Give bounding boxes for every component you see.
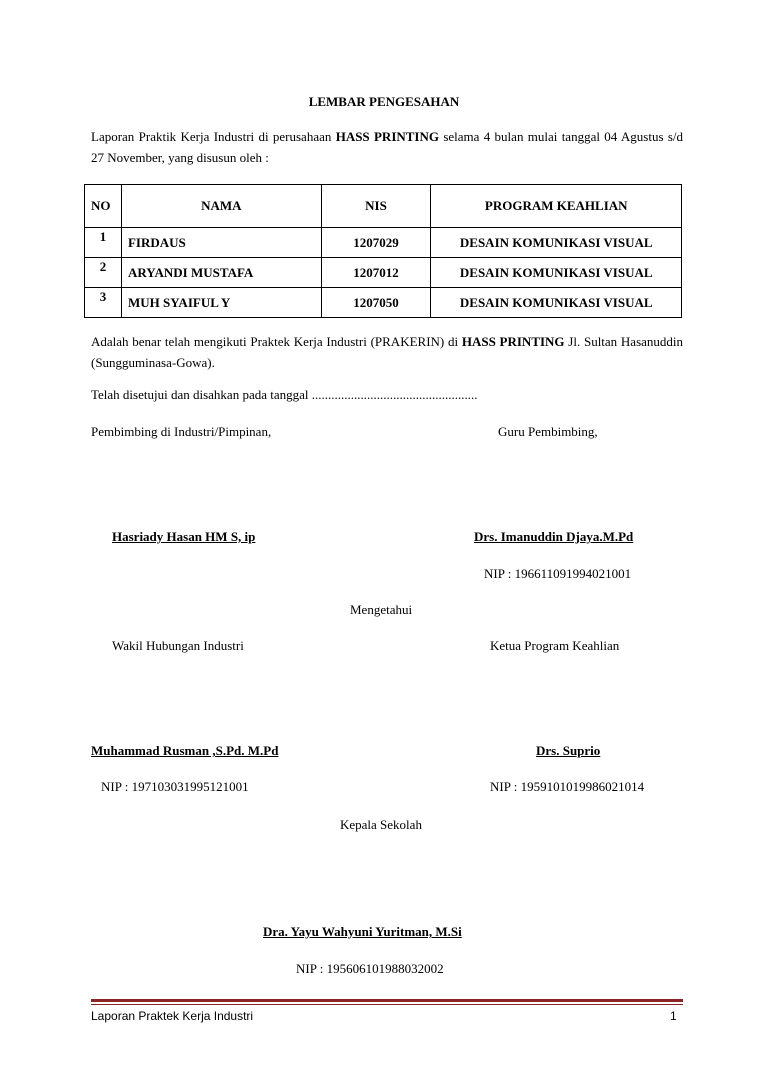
row-nama: FIRDAUS: [121, 228, 321, 258]
row-nis: 1207050: [321, 288, 431, 318]
row-nis: 1207012: [321, 258, 431, 288]
footer-page-number: 1: [670, 1009, 677, 1023]
intro-company: HASS PRINTING: [335, 129, 439, 144]
header-nis: NIS: [321, 185, 431, 228]
student-table: [84, 184, 682, 318]
statement-company: HASS PRINTING: [461, 334, 565, 349]
acknowledged-label: Mengetahui: [350, 602, 413, 617]
header-no: NO: [85, 185, 122, 228]
footer-rule-thin: [91, 1004, 683, 1005]
row-program: DESAIN KOMUNIKASI VISUAL: [431, 288, 682, 318]
footer-rule-thick: [91, 999, 683, 1002]
principal-name: Dra. Yayu Wahyuni Yuritman, M.Si: [263, 924, 462, 939]
vice-industry-nip: NIP : 197103031995121001: [101, 779, 249, 794]
teacher-supervisor-name: Drs. Imanuddin Djaya.M.Pd: [474, 529, 634, 544]
head-program-role: Ketua Program Keahlian: [490, 638, 620, 653]
row-program: DESAIN KOMUNIKASI VISUAL: [431, 228, 682, 258]
head-program-name: Drs. Suprio: [536, 743, 601, 758]
table-row: [85, 288, 682, 318]
teacher-supervisor-role: Guru Pembimbing,: [498, 424, 598, 439]
page-title: LEMBAR PENGESAHAN: [308, 94, 460, 109]
table-row: [85, 228, 682, 258]
intro-paragraph: [91, 126, 683, 168]
table-row: [85, 258, 682, 288]
vice-industry-name: Muhammad Rusman ,S.Pd. M.Pd: [91, 743, 279, 758]
principal-nip: NIP : 195606101988032002: [296, 961, 444, 976]
principal-role: Kepala Sekolah: [340, 817, 422, 832]
intro-text-1: Laporan Praktik Kerja Industri di perusahaan: [91, 129, 336, 144]
statement-text-2: Jl. Sultan Hasanuddin (Sungguminasa-Gowa).: [91, 334, 684, 370]
intro-text-2: selama 4 bulan mulai tanggal 04 Agustus s/d 27 November, yang disusun oleh :: [91, 129, 683, 165]
row-no: 3: [85, 288, 122, 318]
statement-paragraph: [91, 331, 683, 373]
row-program: DESAIN KOMUNIKASI VISUAL: [431, 258, 682, 288]
row-no: 1: [85, 228, 122, 258]
footer-label: Laporan Praktek Kerja Industri: [91, 1009, 254, 1023]
approval-line: Telah disetujui dan disahkan pada tanggal ...................................................: [91, 387, 478, 402]
industry-supervisor-name: Hasriady Hasan HM S, ip: [112, 529, 256, 544]
statement-text-1: Adalah benar telah mengikuti Praktek Kerja Industri (PRAKERIN) di: [91, 334, 462, 349]
row-no: 2: [85, 258, 122, 288]
head-program-nip: NIP : 1959101019986021014: [490, 779, 645, 794]
row-nama: ARYANDI MUSTAFA: [121, 258, 321, 288]
header-program: PROGRAM KEAHLIAN: [431, 185, 682, 228]
header-nama: NAMA: [121, 185, 321, 228]
teacher-supervisor-nip: NIP : 196611091994021001: [484, 566, 632, 581]
table-header-row: [85, 185, 682, 228]
row-nis: 1207029: [321, 228, 431, 258]
industry-supervisor-role: Pembimbing di Industri/Pimpinan,: [91, 424, 272, 439]
vice-industry-role: Wakil Hubungan Industri: [112, 638, 244, 653]
row-nama: MUH SYAIFUL Y: [121, 288, 321, 318]
